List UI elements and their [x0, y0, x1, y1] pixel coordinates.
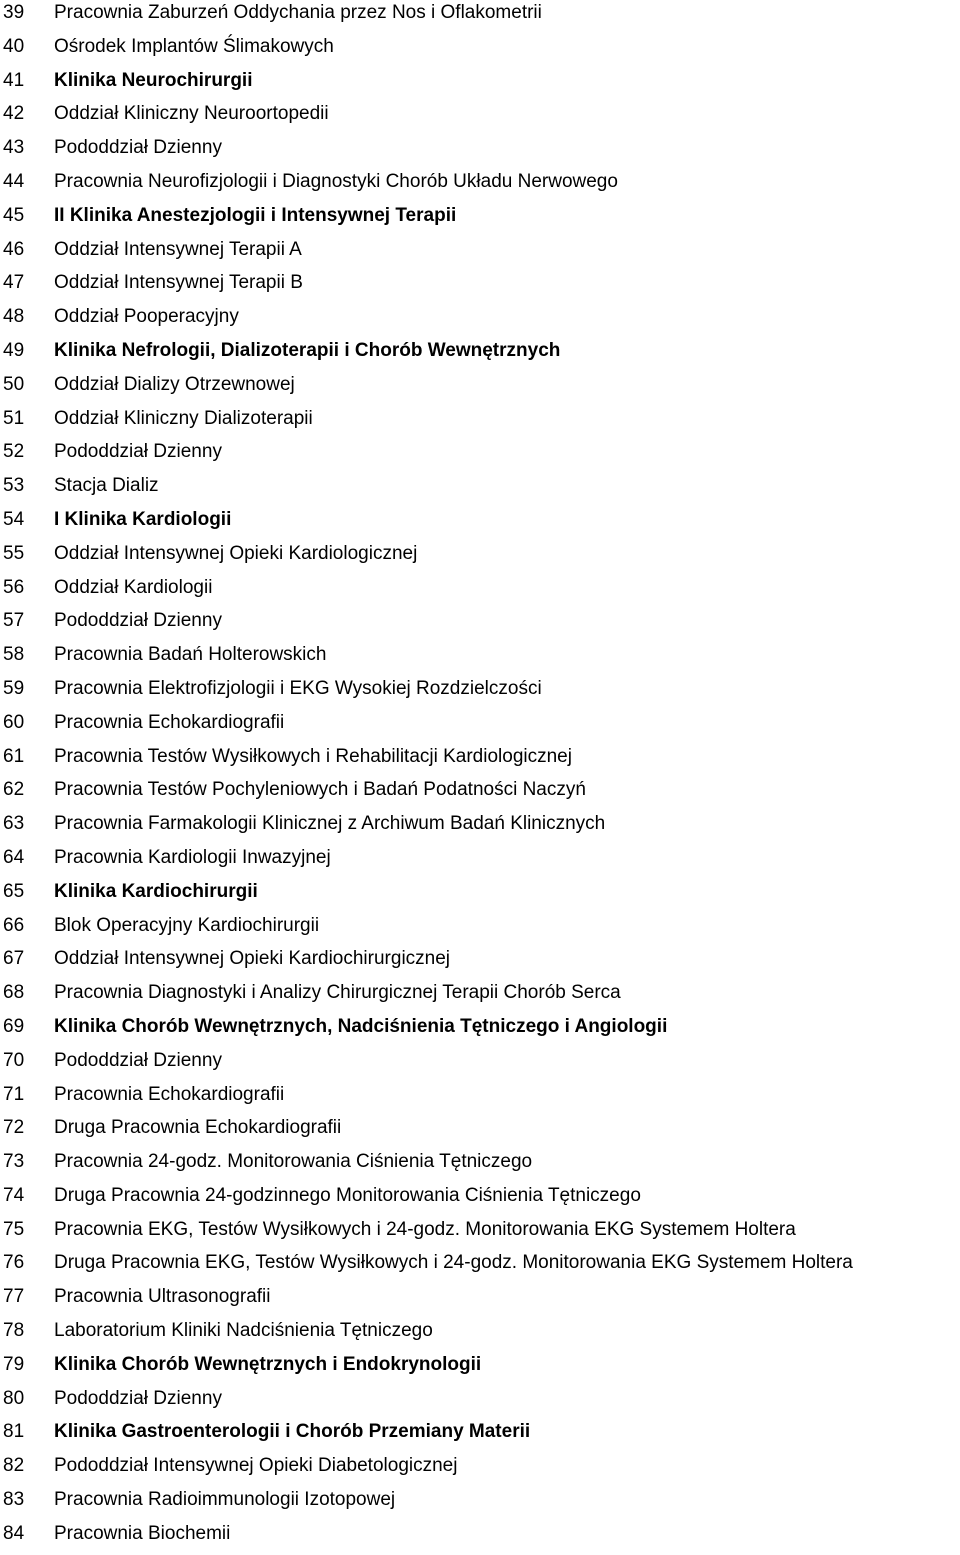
- item-number: 78: [3, 1320, 25, 1342]
- list-item: [0, 676, 960, 710]
- item-number: 73: [3, 1151, 25, 1173]
- item-number: 58: [3, 644, 25, 666]
- list-item: [0, 1149, 960, 1183]
- item-name: Klinika Neurochirurgii: [54, 69, 253, 91]
- list-item: [0, 1352, 960, 1386]
- item-name: Klinika Nefrologii, Dializoterapii i Chorób Wewnętrznych: [54, 339, 561, 361]
- item-number: 71: [3, 1083, 25, 1105]
- list-item: [0, 406, 960, 440]
- item-name: Druga Pracownia Echokardiografii: [54, 1117, 342, 1139]
- item-number: 56: [3, 576, 25, 598]
- item-number: 66: [3, 914, 25, 936]
- list-item: [0, 1284, 960, 1318]
- list-item: [0, 1386, 960, 1420]
- list-item: [0, 68, 960, 102]
- item-name: Klinika Chorób Wewnętrznych i Endokrynologii: [54, 1353, 482, 1375]
- item-number: 70: [3, 1049, 25, 1071]
- item-name: Oddział Kliniczny Neuroortopedii: [54, 103, 329, 125]
- list-item: [0, 101, 960, 135]
- item-number: 57: [3, 610, 25, 632]
- item-name: Pracownia Zaburzeń Oddychania przez Nos i Oflakometrii: [54, 2, 542, 23]
- item-number: 68: [3, 982, 25, 1004]
- item-name: Druga Pracownia EKG, Testów Wysiłkowych i 24-godz. Monitorowania EKG Systemem Holtera: [54, 1252, 853, 1274]
- list-item: [0, 1250, 960, 1284]
- item-name: Pracownia Farmakologii Klinicznej z Archiwum Badań Klinicznych: [54, 813, 606, 835]
- item-number: 47: [3, 272, 25, 294]
- item-number: 79: [3, 1353, 25, 1375]
- item-number: 76: [3, 1252, 25, 1274]
- item-name: Oddział Kardiologii: [54, 576, 213, 598]
- item-number: 65: [3, 880, 25, 902]
- item-name: Oddział Kliniczny Dializoterapii: [54, 407, 313, 429]
- list-item: [0, 541, 960, 575]
- item-name: Pododdział Intensywnej Opieki Diabetologicznej: [54, 1455, 458, 1477]
- list-item: [0, 1183, 960, 1217]
- item-name: Pracownia EKG, Testów Wysiłkowych i 24-godz. Monitorowania EKG Systemem Holtera: [54, 1218, 796, 1240]
- list-item: [0, 439, 960, 473]
- list-item: [0, 34, 960, 68]
- item-name: Laboratorium Kliniki Nadciśnienia Tętniczego: [54, 1320, 433, 1342]
- item-number: 64: [3, 846, 25, 868]
- item-name: Klinika Chorób Wewnętrznych, Nadciśnienia Tętniczego i Angiologii: [54, 1015, 668, 1037]
- list-item: [0, 811, 960, 845]
- item-number: 41: [3, 69, 25, 91]
- item-name: Stacja Dializ: [54, 475, 159, 497]
- item-name: Oddział Intensywnej Opieki Kardiologicznej: [54, 542, 418, 564]
- list-item: [0, 845, 960, 879]
- list-item: [0, 169, 960, 203]
- item-number: 69: [3, 1015, 25, 1037]
- list-item: [0, 980, 960, 1014]
- item-name: Pracownia Kardiologii Inwazyjnej: [54, 846, 331, 868]
- item-name: Oddział Intensywnej Opieki Kardiochirurgicznej: [54, 948, 451, 970]
- item-number: 44: [3, 170, 25, 192]
- list-item: [0, 1419, 960, 1453]
- list-item: [0, 642, 960, 676]
- item-number: 81: [3, 1421, 25, 1443]
- item-number: 80: [3, 1387, 25, 1409]
- list-item: [0, 507, 960, 541]
- item-number: 60: [3, 711, 25, 733]
- item-number: 45: [3, 204, 25, 226]
- item-number: 42: [3, 103, 25, 125]
- item-number: 62: [3, 779, 25, 801]
- item-number: 77: [3, 1286, 25, 1308]
- item-number: 84: [3, 1522, 25, 1544]
- item-name: I Klinika Kardiologii: [54, 508, 232, 530]
- item-name: Oddział Intensywnej Terapii A: [54, 238, 302, 260]
- item-name: Blok Operacyjny Kardiochirurgii: [54, 914, 320, 936]
- item-name: Pracownia Neurofizjologii i Diagnostyki Chorób Układu Nerwowego: [54, 170, 618, 192]
- list-item: [0, 338, 960, 372]
- item-name: Pododdział Dzienny: [54, 137, 222, 159]
- item-name: Pracownia Biochemii: [54, 1522, 231, 1544]
- item-name: Pracownia Echokardiografii: [54, 1083, 285, 1105]
- list-item: [0, 744, 960, 778]
- item-number: 82: [3, 1455, 25, 1477]
- list-item: [0, 473, 960, 507]
- item-number: 59: [3, 677, 25, 699]
- list-item: [0, 304, 960, 338]
- item-number: 53: [3, 475, 25, 497]
- list-item: [0, 608, 960, 642]
- item-name: Pracownia Testów Wysiłkowych i Rehabilitacji Kardiologicznej: [54, 745, 572, 767]
- list-item: [0, 946, 960, 980]
- item-number: 39: [3, 2, 25, 23]
- item-number: 43: [3, 137, 25, 159]
- item-name: Pododdział Dzienny: [54, 441, 222, 463]
- list-item: [0, 0, 960, 34]
- item-number: 49: [3, 339, 25, 361]
- item-name: Pracownia Badań Holterowskich: [54, 644, 327, 666]
- item-name: Klinika Kardiochirurgii: [54, 880, 258, 902]
- list-item: [0, 575, 960, 609]
- item-number: 51: [3, 407, 25, 429]
- list-item: [0, 777, 960, 811]
- item-name: Oddział Intensywnej Terapii B: [54, 272, 303, 294]
- item-number: 40: [3, 35, 25, 57]
- list-item: [0, 879, 960, 913]
- item-name: Pracownia Diagnostyki i Analizy Chirurgicznej Terapii Chorób Serca: [54, 982, 621, 1004]
- list-item: [0, 1082, 960, 1116]
- list-item: [0, 135, 960, 169]
- item-number: 72: [3, 1117, 25, 1139]
- list-item: [0, 1318, 960, 1352]
- item-name: Pracownia Testów Pochyleniowych i Badań Podatności Naczyń: [54, 779, 586, 801]
- list-item: [0, 1217, 960, 1251]
- item-number: 52: [3, 441, 25, 463]
- item-name: Pracownia Elektrofizjologii i EKG Wysokiej Rozdzielczości: [54, 677, 542, 699]
- item-name: Pododdział Dzienny: [54, 610, 222, 632]
- item-name: Pracownia 24-godz. Monitorowania Ciśnienia Tętniczego: [54, 1151, 533, 1173]
- list-item: [0, 1453, 960, 1487]
- list-item: [0, 913, 960, 947]
- item-number: 54: [3, 508, 25, 530]
- list-item: [0, 372, 960, 406]
- item-name: Pododdział Dzienny: [54, 1387, 222, 1409]
- item-number: 46: [3, 238, 25, 260]
- item-number: 74: [3, 1184, 25, 1206]
- item-number: 67: [3, 948, 25, 970]
- item-number: 63: [3, 813, 25, 835]
- item-name: II Klinika Anestezjologii i Intensywnej Terapii: [54, 204, 457, 226]
- item-number: 50: [3, 373, 25, 395]
- item-name: Pododdział Dzienny: [54, 1049, 222, 1071]
- item-name: Pracownia Radioimmunologii Izotopowej: [54, 1489, 396, 1511]
- item-name: Ośrodek Implantów Ślimakowych: [54, 35, 334, 57]
- list-item: [0, 710, 960, 744]
- item-number: 55: [3, 542, 25, 564]
- list-item: [0, 270, 960, 304]
- item-number: 83: [3, 1489, 25, 1511]
- item-number: 61: [3, 745, 25, 767]
- list-item: [0, 1487, 960, 1521]
- item-name: Oddział Dializy Otrzewnowej: [54, 373, 295, 395]
- list-item: [0, 1014, 960, 1048]
- item-number: 48: [3, 306, 25, 328]
- item-name: Druga Pracownia 24-godzinnego Monitorowania Ciśnienia Tętniczego: [54, 1184, 641, 1206]
- list-item: [0, 1521, 960, 1555]
- item-name: Pracownia Ultrasonografii: [54, 1286, 271, 1308]
- item-name: Pracownia Echokardiografii: [54, 711, 285, 733]
- list-item: [0, 203, 960, 237]
- item-name: Klinika Gastroenterologii i Chorób Przemiany Materii: [54, 1421, 531, 1443]
- list-item: [0, 1115, 960, 1149]
- item-number: 75: [3, 1218, 25, 1240]
- item-name: Oddział Pooperacyjny: [54, 306, 239, 328]
- list-item: [0, 1048, 960, 1082]
- list-item: [0, 237, 960, 271]
